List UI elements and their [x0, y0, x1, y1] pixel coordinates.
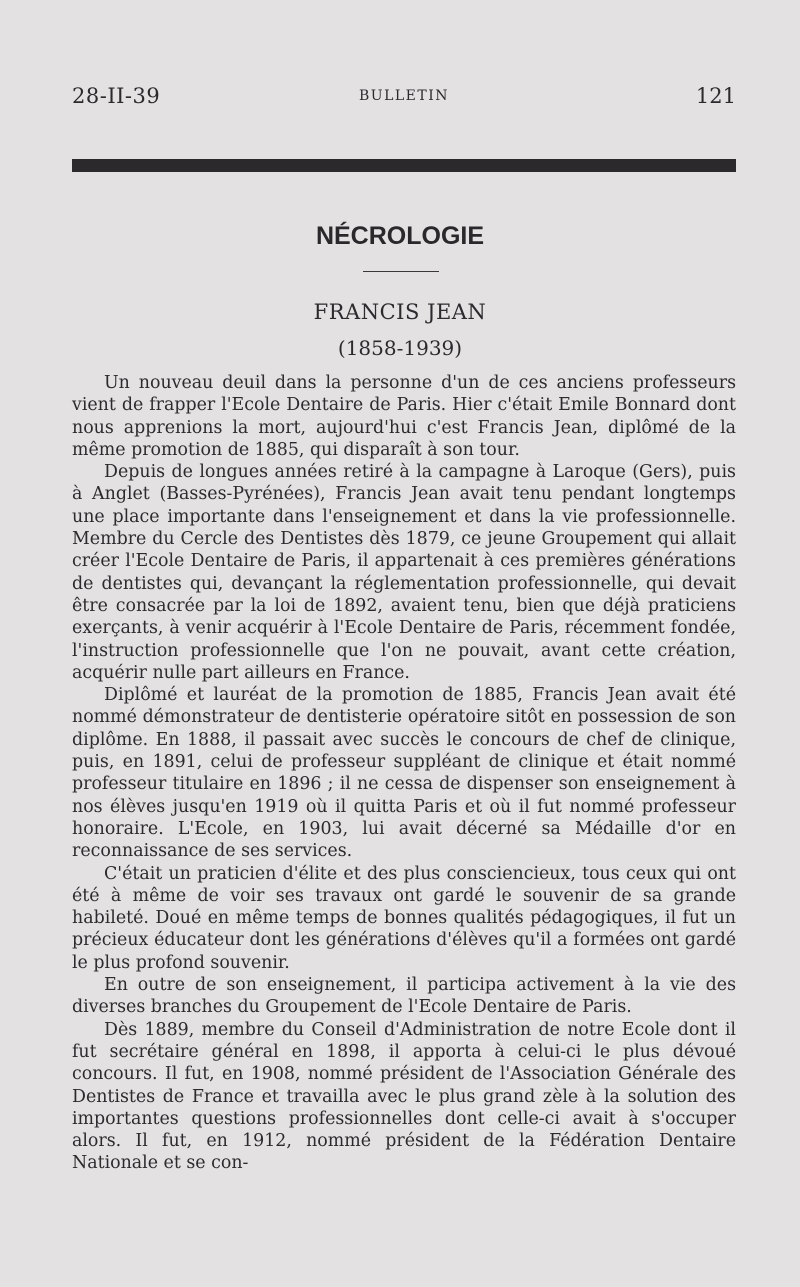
paragraph: Un nouveau deuil dans la personne d'un de ces anciens professeurs vient de frapper l'Ecole Dentaire de Paris. Hier c'était Emile Bonnard dont nous apprenions la mort, aujourd'hui c'est Francis Jean, diplômé de la même promotion de 1885, qui disparaît à son tour.: [72, 373, 736, 460]
issue-date: 28-II-39: [72, 84, 161, 108]
paragraph: C'était un praticien d'élite et des plus consciencieux, tous ceux qui ont été à même de voir ses travaux ont gardé le souvenir de sa grande habileté. Doué en même temps de bonnes qualités pédagogiques, il fut un précieux éducateur dont les générations d'élèves qu'il a formées ont gardé le plus profond souvenir.: [72, 863, 736, 973]
thick-divider: [72, 159, 736, 172]
paragraph: Diplômé et lauréat de la promotion de 1885, Francis Jean avait été nommé démonstrateur de dentisterie opératoire sitôt en possession de son diplôme. En 1888, il passait avec succès le concours de chef de clinique, puis, en 1891, celui de professeur suppléant de clinique et était nommé professeur titulaire en 1896 ; il ne cessa de dispenser son enseignement à nos élèves jusqu'en 1919 où il quitta Paris et où il fut nommé professeur honoraire. L'Ecole, en 1903, lui avait décerné sa Médaille d'or en reconnaissance de ses services.: [72, 685, 736, 862]
paragraph: Depuis de longues années retiré à la campagne à Laroque (Gers), puis à Anglet (Basses-Pyrénées), Francis Jean avait tenu pendant longtemps une place importante dans l'enseignement et dans la vie professionnelle. Membre du Cercle des Dentistes dès 1879, ce jeune Groupement qui allait créer l'Ecole Dentaire de Paris, il appartenait à ces premières générations de dentistes qui, devançant la réglementation professionnelle, qui devait être consacrée par la loi de 1892, avaient tenu, bien que déjà praticiens exerçants, à venir acquérir à l'Ecole Dentaire de Paris, récemment fondée, l'instruction professionnelle que l'on ne pouvait, avant cette création, acquérir nulle part ailleurs en France.: [72, 462, 736, 683]
journal-title: BULLETIN: [358, 88, 450, 104]
page-number: 121: [695, 84, 736, 108]
paragraph: Dès 1889, membre du Conseil d'Administration de notre Ecole dont il fut secrétaire général en 1898, il apporta à celui-ci le plus dévoué concours. Il fut, en 1908, nommé président de l'Association Générale des Dentistes de France et travailla avec le plus grand zèle à la solution des importantes questions professionnelles dont celle-ci avait à s'occuper alors. Il fut, en 1912, nommé président de la Fédération Dentaire Nationale et se con-: [72, 1019, 736, 1174]
section-title: NÉCROLOGIE: [315, 222, 485, 250]
short-divider: [363, 271, 439, 272]
subject-dates: (1858-1939): [337, 336, 463, 360]
subject-name: FRANCIS JEAN: [313, 300, 487, 324]
running-header: [72, 84, 736, 110]
obituary-body: [72, 372, 736, 1175]
paragraph: En outre de son enseignement, il participa activement à la vie des diverses branches du Groupement de l'Ecole Dentaire de Paris.: [72, 975, 736, 1018]
